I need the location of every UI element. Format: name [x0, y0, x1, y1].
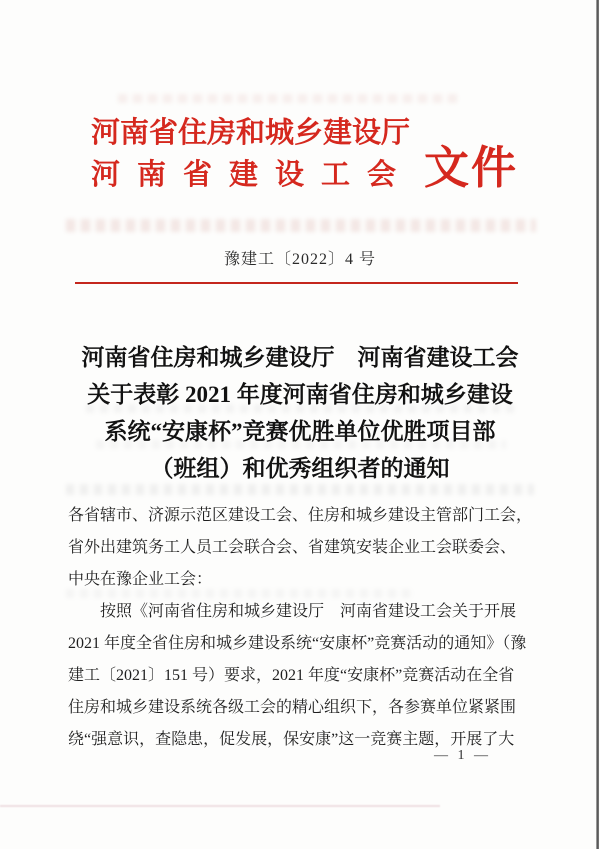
salutation-line: 省外出建筑务工人员工会联合会、省建筑安装企业工会联委会、 [68, 539, 517, 556]
red-separator-rule [75, 282, 518, 284]
bleedthrough-smudge [118, 94, 458, 103]
paragraph-line: 建工〔2021〕151 号）要求，2021 年度“安康杯”竞赛活动在全省 [68, 667, 515, 684]
title-line: （班组）和优秀组织者的通知 [150, 456, 450, 481]
salutation-line: 各省辖市、济源示范区建设工会、住房和城乡建设主管部门工会， [68, 507, 533, 524]
paragraph-line: 住房和城乡建设系统各级工会的精心组织下，各参赛单位紧紧围 [68, 699, 517, 716]
letterhead-doc-type: 文件 [424, 143, 519, 193]
document-body [68, 500, 534, 756]
letterhead-agency-line2: 河南省建设工会 [91, 159, 414, 191]
bleedthrough-smudge [66, 219, 536, 232]
scan-artifact-line [0, 805, 440, 807]
title-line: 河南省住房和城乡建设厅 河南省建设工会 [81, 345, 519, 370]
paragraph-line: 绕“强意识，查隐患，促发展，保安康”这一竞赛主题，开展了大 [68, 731, 515, 748]
document-number: 豫建工〔2022〕4 号 [223, 251, 376, 268]
title-line: 系统“安康杯”竞赛优胜单位优胜项目部 [104, 419, 496, 444]
salutation-line: 中央在豫企业工会： [68, 571, 213, 588]
document-title [0, 339, 600, 487]
paragraph-line: 2021 年度全省住房和城乡建设系统“安康杯”竞赛活动的通知》（豫 [68, 635, 527, 652]
title-line: 关于表彰 2021 年度河南省住房和城乡建设 [87, 382, 513, 407]
paragraph-line: 按照《河南省住房和城乡建设厅 河南省建设工会关于开展 [100, 603, 517, 620]
page-number: — 1 — [434, 748, 491, 763]
letterhead-agency-line1: 河南省住房和城乡建设厅 [91, 117, 411, 149]
